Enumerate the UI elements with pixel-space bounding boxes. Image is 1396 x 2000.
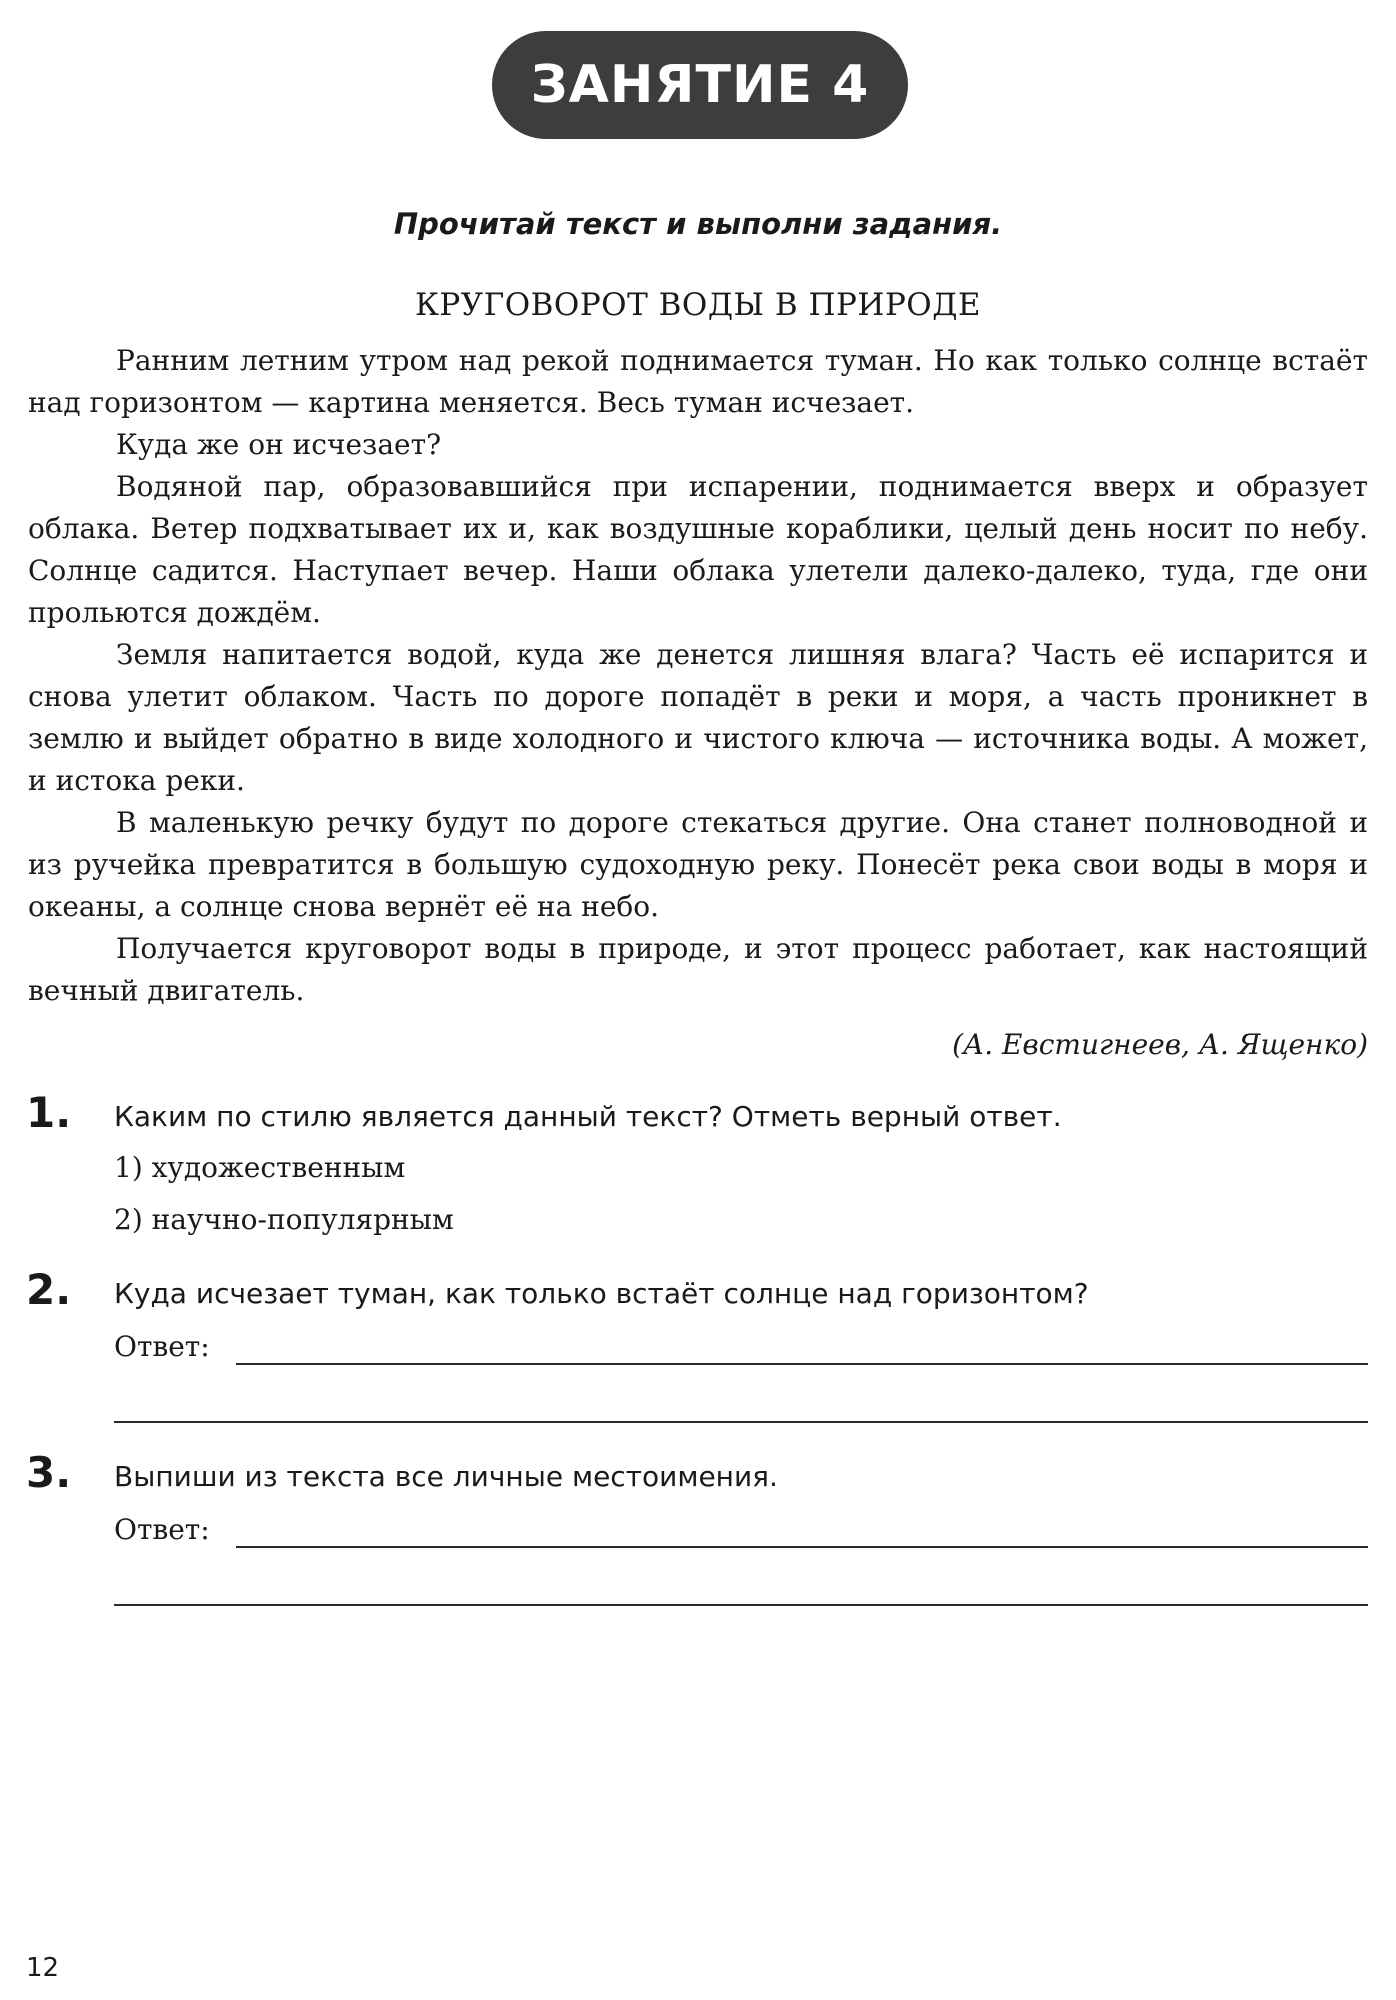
question-3-text: Выпиши из текста все личные местоимения. xyxy=(114,1460,778,1493)
question-3-answer-label: Ответ: xyxy=(114,1513,210,1546)
paragraph: В маленькую речку будут по дороге стекаться другие. Она станет полноводной и из ручейка превратится в большую судоходную реку. Понесёт река свои воды в моря и океаны, а солнце снова вернёт её на небо. xyxy=(28,806,1368,923)
question-2-text: Куда исчезает туман, как только встаёт солнце над горизонтом? xyxy=(114,1277,1089,1310)
question-1-option-1[interactable]: 1) художественным xyxy=(114,1151,406,1184)
text-title: КРУГОВОРОТ ВОДЫ В ПРИРОДЕ xyxy=(414,287,982,323)
lesson-title: ЗАНЯТИЕ 4 xyxy=(530,55,870,115)
question-1-option-2[interactable]: 2) научно-популярным xyxy=(114,1203,454,1236)
instruction: Прочитай текст и выполни задания. xyxy=(393,207,1003,241)
paragraph: Ранним летним утром над рекой поднимается туман. Но как только солнце встаёт над горизонтом — картина меняется. Весь туман исчезает. xyxy=(28,344,1368,419)
paragraph: Водяной пар, образовавшийся при испарении, поднимается вверх и образует облака. Ветер подхватывает их и, как воздушные кораблики, целый день носит по небу. Солнце садится. Наступает вечер. Наши облака улетели далеко-далеко, туда, где они прольются дождём. xyxy=(28,470,1368,629)
question-1-text: Каким по стилю является данный текст? Отметь верный ответ. xyxy=(114,1100,1062,1133)
question-2-answer-line-1[interactable] xyxy=(236,1363,1368,1365)
paragraph: Земля напитается водой, куда же денется лишняя влага? Часть её испарится и снова улетит облаком. Часть по дороге попадёт в реки и моря, а часть проникнет в землю и выйдет обратно в виде холодного и чистого ключа — источника воды. А может, и истока реки. xyxy=(28,638,1368,797)
paragraph: Куда же он исчезает? xyxy=(116,428,442,461)
question-3-number: 3. xyxy=(26,1448,72,1497)
question-3-answer-line-1[interactable] xyxy=(236,1546,1368,1548)
question-1-number: 1. xyxy=(26,1088,72,1137)
question-3-answer-line-2[interactable] xyxy=(114,1604,1368,1606)
question-2-answer-label: Ответ: xyxy=(114,1330,210,1363)
lesson-banner xyxy=(492,31,908,139)
paragraph: Получается круговорот воды в природе, и этот процесс работает, как настоящий вечный двигатель. xyxy=(28,932,1368,1007)
question-2-number: 2. xyxy=(26,1265,72,1314)
reading-text xyxy=(28,340,1368,1012)
question-2-answer-line-2[interactable] xyxy=(114,1421,1368,1423)
author-credit: (А. Евстигнеев, А. Ященко) xyxy=(952,1028,1368,1061)
page-number: 12 xyxy=(26,1953,60,1983)
